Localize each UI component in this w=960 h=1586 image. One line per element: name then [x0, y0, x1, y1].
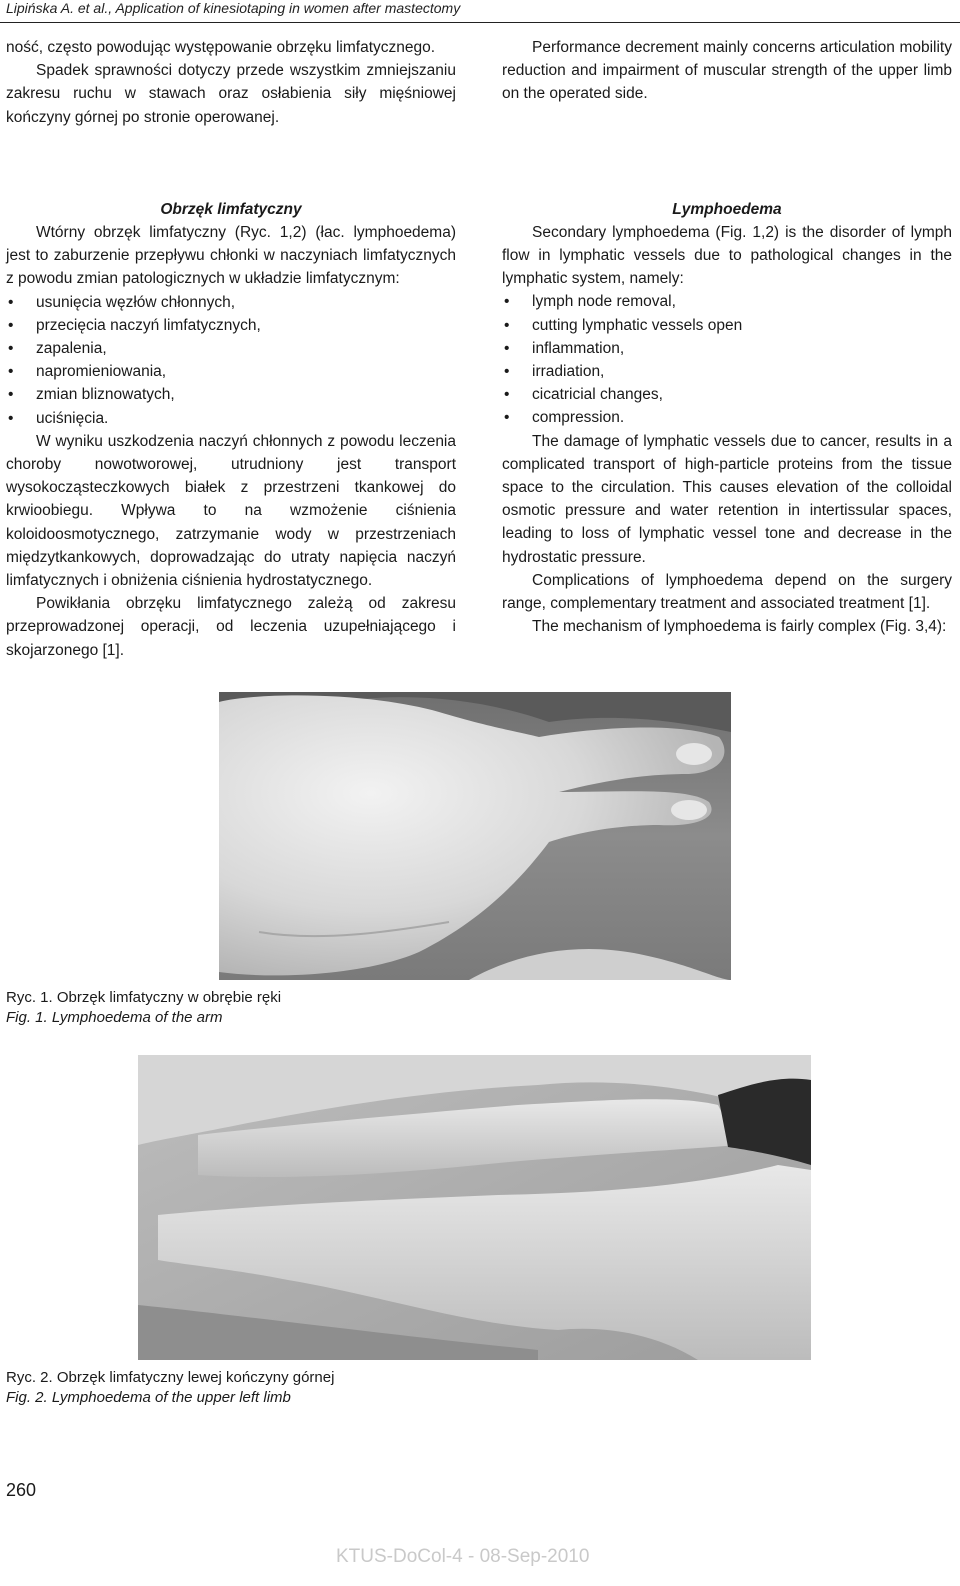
figure-1-caption — [6, 988, 281, 1028]
hand-photo-illustration — [219, 692, 731, 980]
list-item: • lymph node removal, — [502, 290, 952, 313]
right-column-english — [502, 36, 952, 638]
caption-english: Fig. 2. Lymphoedema of the upper left limb — [6, 1389, 291, 1406]
arms-photo-illustration — [138, 1055, 811, 1360]
figure-2-photo-arms — [138, 1055, 811, 1360]
paragraph-continuation: ność, często powodując występowanie obrzęku limfatycznego. — [6, 39, 436, 56]
list-item: • cicatricial changes, — [502, 383, 952, 406]
header-rule — [0, 22, 960, 23]
list-item: • napromieniowania, — [6, 360, 456, 383]
list-item: • compression. — [502, 406, 952, 429]
figure-2-caption — [6, 1368, 334, 1408]
paragraph-complications: Complications of lymphoedema depend on the surgery range, complementary treatment and associated treatment [1]. — [502, 571, 952, 613]
paragraph-wtorny: Wtórny obrzęk limfatyczny (Ryc. 1,2) (łac. lymphoedema) jest to zaburzenie przepływu chłonki w naczyniach limfatycznych z powodu zmian patologicznych w układzie limfatycznym: — [6, 224, 456, 288]
paragraph-performance: Performance decrement mainly concerns articulation mobility reduction and impairment of muscular strength of the upper limb on the operated side. — [502, 39, 952, 103]
left-column-polish — [6, 36, 456, 662]
list-item: • usunięcia węzłów chłonnych, — [6, 291, 456, 314]
running-title: Lipińska A. et al., Application of kinesiotaping in women after mastectomy — [6, 0, 461, 16]
paragraph-wyniku: W wyniku uszkodzenia naczyń chłonnych z powodu leczenia choroby nowotworowej, utrudniony jest transport wysokocząsteczkowych białek z przestrzeni tkankowej do krwioobiegu. Wpływa to na wzmożenie ciśnienia koloidoosmotycznego, zatrzymanie wody w przestrzeniach międzytkankowych, doprowadzając do utraty napięcia naczyń limfatycznych i obniżenia ciśnienia hydrostatycznego. — [6, 432, 456, 590]
caption-polish: Ryc. 2. Obrzęk limfatyczny lewej kończyny górnej — [6, 1369, 335, 1386]
cause-list — [502, 290, 952, 429]
section-heading: Lymphoedema — [672, 200, 782, 218]
list-item: • zmian bliznowatych, — [6, 383, 456, 406]
paragraph-secondary: Secondary lymphoedema (Fig. 1,2) is the disorder of lymph flow in lymphatic vessels due to pathological changes in the lymphatic system, namely: — [502, 223, 952, 288]
page-number: 260 — [6, 1480, 37, 1500]
list-item: • zapalenia, — [6, 337, 456, 360]
paragraph-mechanism: The mechanism of lymphoedema is fairly complex (Fig. 3,4): — [532, 618, 947, 636]
list-item: • irradiation, — [502, 360, 952, 383]
running-header — [0, 0, 960, 30]
list-item: • uciśnięcia. — [6, 407, 456, 430]
paragraph-damage: The damage of lymphatic vessels due to cancer, results in a complicated transport of high-particle proteins from the tissue space to the circulation. This causes elevation of the colloidal osmotic pressure and water retention in intertissular spaces, leading to loss of lymphatic vessel tone and decrease in the hydrostatic pressure. — [502, 432, 952, 566]
footer-watermark: KTUS-DoCol-4 - 08-Sep-2010 — [336, 1546, 590, 1567]
paragraph-spadek: Spadek sprawności dotyczy przede wszystkim zmniejszaniu zakresu ruchu w stawach oraz osłabienia siły mięśniowej kończyny górnej po stronie operowanej. — [6, 62, 456, 126]
list-item: • przecięcia naczyń limfatycznych, — [6, 314, 456, 337]
paragraph-powiklania: Powikłania obrzęku limfatycznego zależą od zakresu przeprowadzonej operacji, od leczenia uzupełniającego i skojarzonego [1]. — [6, 595, 456, 659]
caption-english: Fig. 1. Lymphoedema of the arm — [6, 1009, 223, 1026]
list-item: • inflammation, — [502, 337, 952, 360]
section-heading: Obrzęk limfatyczny — [160, 200, 302, 218]
figure-1-photo-hand — [219, 692, 731, 980]
list-item: • cutting lymphatic vessels open — [502, 314, 952, 337]
caption-polish: Ryc. 1. Obrzęk limfatyczny w obrębie ręki — [6, 989, 282, 1006]
cause-list — [6, 291, 456, 430]
